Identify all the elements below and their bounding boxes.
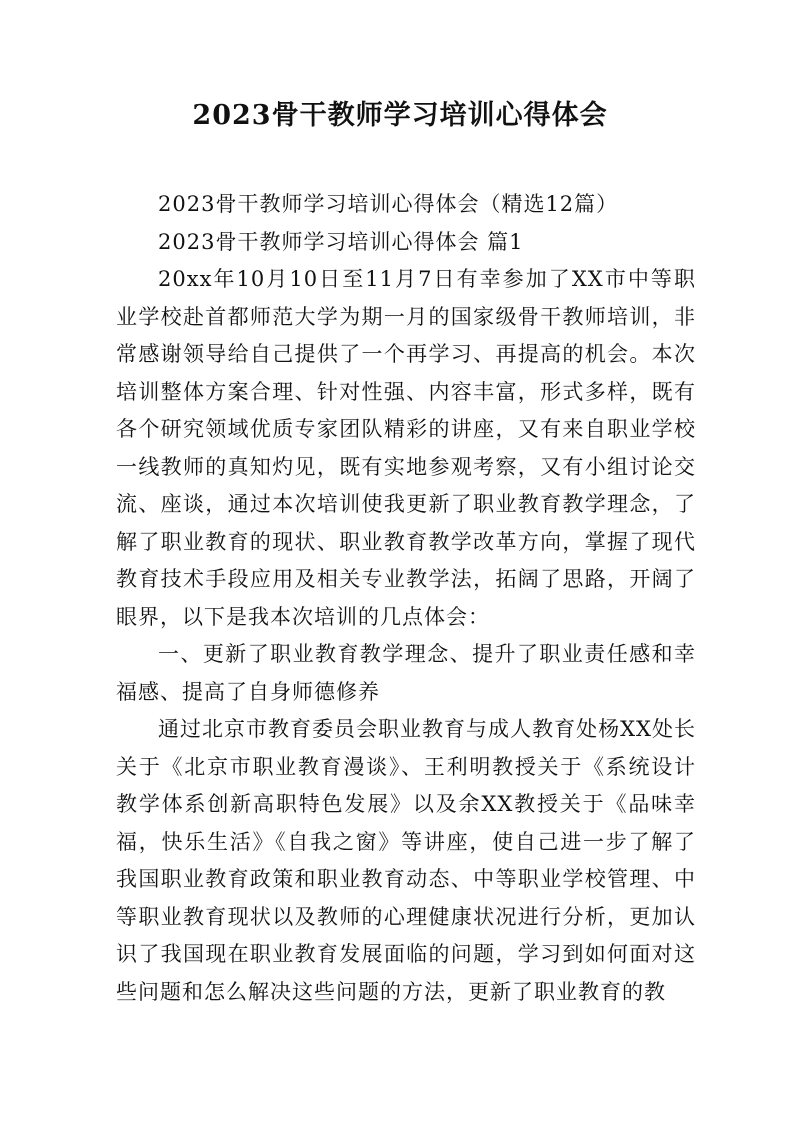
paragraph-section-heading: 一、更新了职业教育教学理念、提升了职业责任感和幸福感、提高了自身师德修养 <box>116 642 696 704</box>
document-title: 2023骨干教师学习培训心得体会 <box>192 100 608 131</box>
document-body <box>116 186 696 1011</box>
paragraph-section-body: 通过北京市教育委员会职业教育与成人教育处杨XX处长关于《北京市职业教育漫谈》、王利明教授关于《系统设计教学体系创新高职特色发展》以及余XX教授关于《品味幸福，快乐生活》《自我之窗》等讲座，使自己进一步了解了我国职业教育政策和职业教育动态、中等职业学校管理、中等职业教育现状以及教师的心理健康状况进行分析，更加认识了我国现在职业教育发展面临的问题，学习到如何面对这些问题和怎么解决这些问题的方法，更新了职业教育的教 <box>116 717 696 1004</box>
paragraph-collection-title: 2023骨干教师学习培训心得体会（精选12篇） <box>158 192 619 216</box>
paragraph-article-heading: 2023骨干教师学习培训心得体会 篇1 <box>158 229 524 254</box>
paragraph-intro: 20xx年10月10日至11月7日有幸参加了XX市中等职业学校赴首都师范大学为期一月的国家级骨干教师培训，非常感谢领导给自己提供了一个再学习、再提高的机会。本次培训整体方案合理、针对性强、内容丰富，形式多样，既有各个研究领域优质专家团队精彩的讲座，又有来自职业学校一线教师的真知灼见，既有实地参观考察，又有小组讨论交流、座谈，通过本次培训使我更新了职业教育教学理念，了解了职业教育的现状、职业教育教学改革方向，掌握了现代教育技术手段应用及相关专业教学法，拓阔了思路，开阔了眼界，以下是我本次培训的几点体会： <box>116 267 696 629</box>
